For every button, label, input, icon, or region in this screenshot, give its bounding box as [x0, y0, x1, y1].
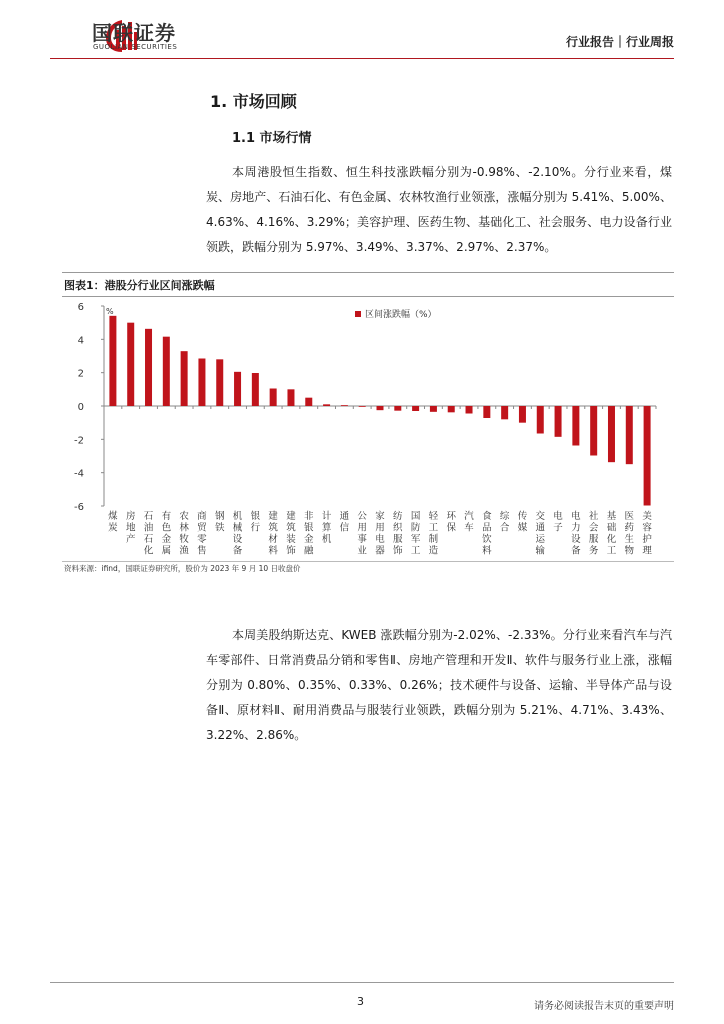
- x-tick-label: 汽车: [464, 511, 474, 534]
- brand-name: 国联证券: [92, 21, 176, 45]
- y-tick-label: -4: [74, 468, 84, 480]
- bar-钢铁: [216, 359, 223, 406]
- x-tick-label: 钢铁: [214, 511, 225, 534]
- x-tick-label: 机械设备: [232, 511, 243, 557]
- x-tick-label: 综合: [499, 511, 510, 534]
- x-tick-label: 计算机: [321, 511, 332, 545]
- bar-银行: [252, 373, 259, 406]
- bar-煤炭: [109, 316, 116, 406]
- figure-top-rule: [62, 272, 674, 273]
- bar-轻工制造: [430, 406, 437, 412]
- x-tick-label: 医药生物: [624, 511, 635, 557]
- x-tick-label: 石油石化: [143, 511, 154, 557]
- legend-swatch: [355, 311, 361, 317]
- x-tick-label: 环保: [446, 511, 456, 534]
- bar-非银金融: [305, 398, 312, 406]
- header-divider: [50, 58, 674, 59]
- bar-商贸零售: [198, 359, 205, 407]
- report-type: 行业报告｜行业周报: [565, 35, 674, 49]
- x-tick-label: 国防军工: [410, 511, 421, 557]
- x-tick-label: 银行: [250, 511, 261, 534]
- hk-market-paragraph: 本周港股恒生指数、恒生科技涨跌幅分别为-0.98%、-2.10%。分行业来看，煤炭、房地产、石油石化、有色金属、农林牧渔行业领涨，涨幅分别为 5.41%、5.00%、4.63%、4.16%、3.29%；美容护理、医药生物、基础化工、社会服务、电力设备行业领跌，跌幅分别为 5.97%、3.49%、3.37%、2.97%、2.37%。: [206, 165, 672, 254]
- x-tick-label: 纺织服饰: [393, 511, 403, 557]
- y-tick-label: -6: [74, 502, 84, 513]
- page-number: 3: [357, 995, 364, 1008]
- brand-name-en: GUOLIAN SECURITIES: [93, 43, 178, 51]
- bar-农林牧渔: [181, 351, 188, 406]
- x-tick-label: 商贸零售: [197, 511, 207, 557]
- x-tick-label: 房地产: [125, 511, 136, 545]
- x-tick-label: 农林牧渔: [179, 511, 189, 557]
- bar-美容护理: [644, 406, 651, 506]
- bar-电力设备: [572, 406, 579, 446]
- bar-环保: [448, 406, 455, 412]
- bar-传媒: [519, 406, 526, 423]
- bar-石油石化: [145, 329, 152, 406]
- y-tick-label: 6: [77, 302, 84, 313]
- x-tick-label: 有色金属: [161, 511, 172, 557]
- footer-divider: [50, 982, 674, 983]
- figure-source: 资料来源：ifind，国联证券研究所，股价为 2023 年 9 月 10 日收盘价: [64, 564, 301, 573]
- x-tick-label: 基础化工: [606, 511, 617, 557]
- hk-industry-bar-chart: [60, 297, 674, 559]
- x-tick-label: 电子: [553, 511, 563, 534]
- bar-国防军工: [412, 406, 419, 411]
- bar-医药生物: [626, 406, 633, 464]
- y-tick-label: 2: [77, 368, 84, 380]
- x-tick-label: 煤炭: [108, 511, 118, 534]
- bar-综合: [501, 406, 508, 419]
- x-tick-label: 公用事业: [357, 511, 367, 557]
- x-tick-label: 轻工制造: [428, 511, 439, 557]
- bar-食品饮料: [483, 406, 490, 418]
- section-heading: 1. 市场回顾: [210, 92, 297, 111]
- x-tick-label: 家用电器: [375, 511, 385, 557]
- bar-房地产: [127, 323, 134, 406]
- x-tick-label: 交通运输: [535, 511, 546, 557]
- y-tick-label: -2: [74, 435, 84, 447]
- figure-bottom-rule: [62, 561, 674, 562]
- bar-电子: [555, 406, 562, 437]
- bar-通信: [341, 405, 348, 406]
- y-tick-label: 4: [77, 335, 84, 347]
- us-market-paragraph: 本周美股纳斯达克、KWEB 涨跌幅分别为-2.02%、-2.33%。分行业来看汽车与汽车零部件、日常消费品分销和零售Ⅱ、房地产管理和开发Ⅱ、软件与服务行业上涨，涨幅分别为 0.80%、0.35%、0.33%、0.26%；技术硬件与设备、运输、半导体产品与设备Ⅱ、原材料Ⅱ、耐用消费品与服装行业领跌，跌幅分别为 5.21%、4.71%、3.43%、3.22%、2.86%。: [206, 628, 672, 742]
- x-tick-label: 通信: [339, 511, 350, 534]
- subsection-heading: 1.1 市场行情: [232, 131, 312, 146]
- x-tick-label: 建筑材料: [268, 511, 278, 557]
- bar-纺织服饰: [394, 406, 401, 411]
- legend-label: 区间涨跌幅（%）: [365, 310, 437, 320]
- y-unit-label: %: [106, 307, 114, 316]
- x-tick-label: 食品饮料: [482, 511, 492, 557]
- footer-disclaimer: 请务必阅读报告末页的重要声明: [534, 1001, 674, 1012]
- bar-社会服务: [590, 406, 597, 456]
- bar-交通运输: [537, 406, 544, 434]
- x-tick-label: 建筑装饰: [286, 511, 296, 557]
- x-tick-label: 非银金融: [304, 511, 314, 557]
- bar-机械设备: [234, 372, 241, 406]
- x-tick-label: 美容护理: [642, 511, 652, 557]
- bar-有色金属: [163, 337, 170, 406]
- bar-公用事业: [359, 406, 366, 407]
- x-tick-label: 社会服务: [588, 511, 599, 557]
- bar-计算机: [323, 404, 330, 406]
- bar-基础化工: [608, 406, 615, 462]
- x-tick-label: 传媒: [517, 511, 528, 534]
- bar-建筑材料: [270, 389, 277, 407]
- bar-家用电器: [377, 406, 384, 410]
- figure-title: 图表1：港股分行业区间涨跌幅: [64, 279, 215, 292]
- x-tick-label: 电力设备: [571, 511, 581, 557]
- bar-汽车: [466, 406, 473, 414]
- bar-建筑装饰: [287, 389, 294, 406]
- y-tick-label: 0: [77, 402, 84, 413]
